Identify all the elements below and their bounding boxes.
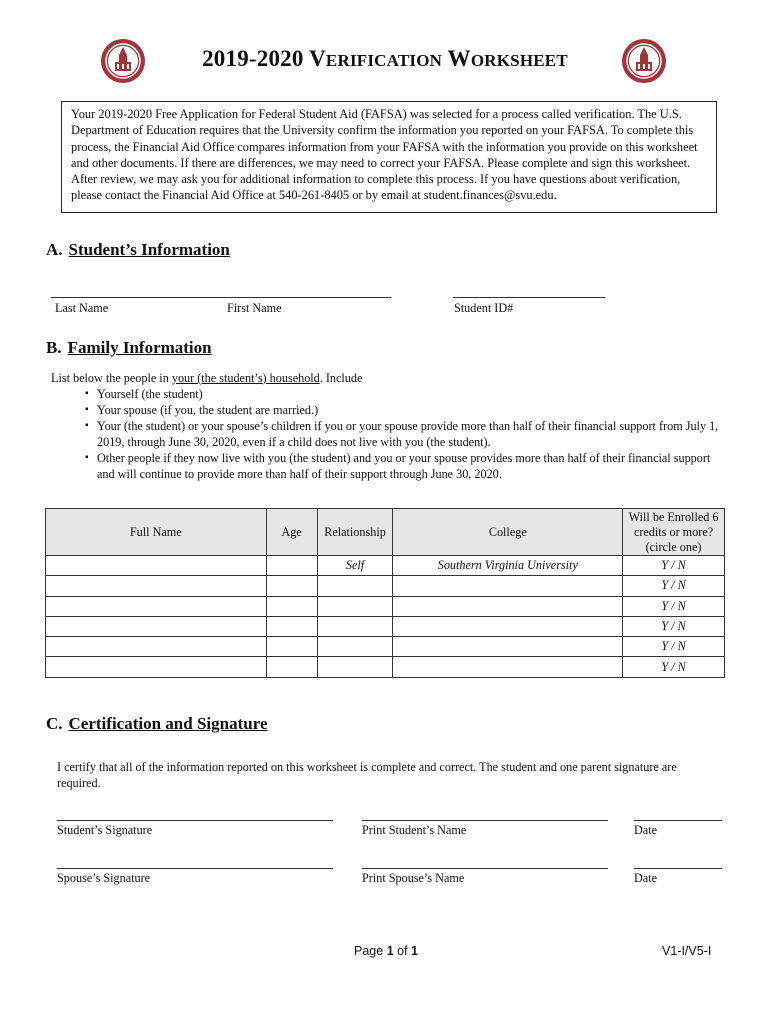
print-spouse-name-label: Print Spouse’s Name <box>362 871 465 885</box>
full-name-cell[interactable] <box>46 637 267 657</box>
student-id-line[interactable] <box>453 297 605 298</box>
col-header-college: College <box>393 509 623 556</box>
college-cell[interactable]: Southern Virginia University <box>393 556 623 576</box>
age-cell[interactable] <box>266 576 317 596</box>
first-name-label: First Name <box>227 301 282 315</box>
table-row <box>46 657 725 677</box>
university-seal-left <box>100 38 146 84</box>
name-line[interactable] <box>51 297 391 298</box>
date-line-1[interactable] <box>634 820 722 821</box>
full-name-cell[interactable] <box>46 616 267 636</box>
age-cell[interactable] <box>266 637 317 657</box>
print-spouse-name-line[interactable] <box>362 868 608 869</box>
page-title: 2019-2020 VERIFICATION WORKSHEET <box>202 46 568 71</box>
enrolled-cell[interactable]: Y / N <box>623 657 725 677</box>
certification-text: I certify that all of the information reported on this worksheet is complete and correct. The student and one parent signature are required. <box>57 760 677 790</box>
enrolled-cell[interactable]: Y / N <box>623 616 725 636</box>
list-item: ▪ Yourself (the student) <box>87 386 721 402</box>
family-instructions: List below the people in your (the student’s) household. Include ▪ Yourself (the student) ▪ Your spouse (if you, the student are married.) ▪ Your (the student) or your spouse’s children if you or your spouse provide more than half of their financial support from July 1, 2019, through June 30, 2020, even if a child does not live with you (the student). ▪ Other people if they now live with you (the student) and you or your spouse provides more than half of their financial support and will continue to provide more than half of their support through June 30, 2020. <box>51 370 721 482</box>
section-a-heading: A. Student’s Information <box>46 240 230 259</box>
print-student-name-label: Print Student’s Name <box>362 823 467 837</box>
age-cell[interactable] <box>266 616 317 636</box>
student-signature-label: Student’s Signature <box>57 823 153 837</box>
section-c-heading: C. Certification and Signature <box>46 714 268 733</box>
age-cell[interactable] <box>266 596 317 616</box>
enrolled-cell[interactable]: Y / N <box>623 576 725 596</box>
relationship-cell[interactable] <box>317 616 393 636</box>
version-code: V1-I/V5-I <box>662 944 712 958</box>
intro-notice: Your 2019-2020 Free Application for Federal Student Aid (FAFSA) was selected for a process called verification. The U.S. Department of Education requires that the University confirm the information you reported on your FAFSA. To complete this process, the Financial Aid Office compares information from your FAFSA with the information you provide on this worksheet and other documents. If there are differences, we may need to correct your FAFSA. Please complete and sign this worksheet. After review, we may ask you for additional information to complete this process. If you have questions about verification, please contact the Financial Aid Office at 540-261-8405 or by email at student.finances@svu.edu. <box>61 101 717 213</box>
list-item: ▪ Your (the student) or your spouse’s children if you or your spouse provide more than half of their financial support from July 1, 2019, through June 30, 2020, even if a child does not live with you (the student). <box>87 418 721 450</box>
date-line-2[interactable] <box>634 868 722 869</box>
household-table <box>45 508 725 678</box>
col-header-age: Age <box>266 509 317 556</box>
university-seal-right <box>621 38 667 84</box>
relationship-cell[interactable] <box>317 637 393 657</box>
college-cell[interactable] <box>393 657 623 677</box>
last-name-label: Last Name <box>55 301 109 315</box>
section-b-heading: B. Family Information <box>46 338 212 357</box>
college-cell[interactable] <box>393 637 623 657</box>
table-row <box>46 637 725 657</box>
college-cell[interactable] <box>393 616 623 636</box>
spouse-signature-line[interactable] <box>57 868 333 869</box>
spouse-signature-label: Spouse’s Signature <box>57 871 151 885</box>
col-header-relationship: Relationship <box>317 509 393 556</box>
relationship-cell[interactable] <box>317 657 393 677</box>
student-signature-line[interactable] <box>57 820 333 821</box>
enrolled-cell[interactable]: Y / N <box>623 556 725 576</box>
table-row <box>46 596 725 616</box>
full-name-cell[interactable] <box>46 576 267 596</box>
date-label-2: Date <box>634 871 658 885</box>
relationship-cell[interactable] <box>317 596 393 616</box>
table-row <box>46 616 725 636</box>
col-header-full-name: Full Name <box>46 509 267 556</box>
table-row <box>46 576 725 596</box>
relationship-cell[interactable] <box>317 576 393 596</box>
student-id-label: Student ID# <box>454 301 514 315</box>
full-name-cell[interactable] <box>46 556 267 576</box>
age-cell[interactable] <box>266 556 317 576</box>
full-name-cell[interactable] <box>46 657 267 677</box>
date-label-1: Date <box>634 823 658 837</box>
college-cell[interactable] <box>393 596 623 616</box>
page-number: Page 1 of 1 <box>354 944 418 958</box>
enrolled-cell[interactable]: Y / N <box>623 596 725 616</box>
list-item: ▪ Your spouse (if you, the student are married.) <box>87 402 721 418</box>
table-row <box>46 556 725 576</box>
enrolled-cell[interactable]: Y / N <box>623 637 725 657</box>
col-header-enrolled: Will be Enrolled 6 credits or more? (circle one) <box>623 509 725 556</box>
relationship-cell[interactable]: Self <box>317 556 393 576</box>
full-name-cell[interactable] <box>46 596 267 616</box>
list-item: ▪ Other people if they now live with you (the student) and you or your spouse provides more than half of their financial support and will continue to provide more than half of their support through June 30, 2020. <box>87 450 721 482</box>
college-cell[interactable] <box>393 576 623 596</box>
print-student-name-line[interactable] <box>362 820 608 821</box>
age-cell[interactable] <box>266 657 317 677</box>
